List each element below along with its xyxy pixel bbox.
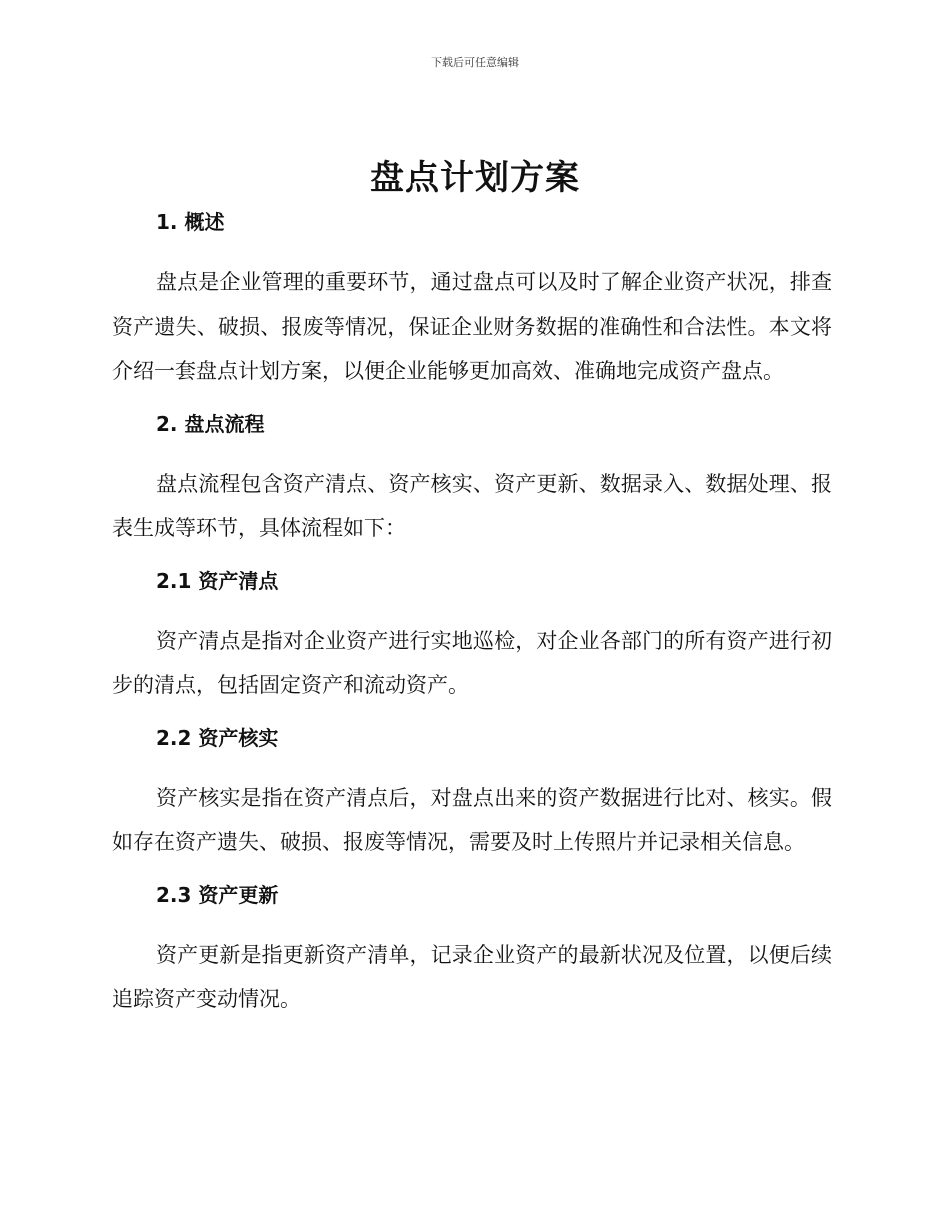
section-overview	[112, 204, 832, 394]
section-asset-update	[112, 877, 832, 1022]
section-process	[112, 406, 832, 551]
section-heading: 2.1 资产清点	[156, 568, 279, 593]
section-paragraph: 资产清点是指对企业资产进行实地巡检，对企业各部门的所有资产进行初步的清点，包括固定资产和流动资产。	[112, 628, 832, 697]
section-heading: 2.2 资产核实	[156, 725, 279, 750]
document-title: 盘点计划方案	[370, 158, 580, 198]
section-asset-verify	[112, 720, 832, 865]
section-paragraph: 资产更新是指更新资产清单，记录企业资产的最新状况及位置，以便后续追踪资产变动情况。	[112, 942, 832, 1011]
section-heading: 2.3 资产更新	[156, 882, 279, 907]
section-paragraph: 资产核实是指在资产清点后，对盘点出来的资产数据进行比对、核实。假如存在资产遗失、破损、报废等情况，需要及时上传照片并记录相关信息。	[112, 785, 832, 854]
section-paragraph: 盘点是企业管理的重要环节，通过盘点可以及时了解企业资产状况，排查资产遗失、破损、报废等情况，保证企业财务数据的准确性和合法性。本文将介绍一套盘点计划方案，以便企业能够更加高效、准确地完成资产盘点。	[112, 270, 832, 383]
section-heading: 2. 盘点流程	[156, 411, 265, 436]
section-paragraph: 盘点流程包含资产清点、资产核实、资产更新、数据录入、数据处理、报表生成等环节，具体流程如下：	[112, 471, 832, 540]
section-asset-count	[112, 563, 832, 708]
section-heading: 1. 概述	[156, 210, 225, 234]
document-body	[112, 204, 832, 1022]
header-note: 下载后可任意编辑	[431, 56, 519, 69]
